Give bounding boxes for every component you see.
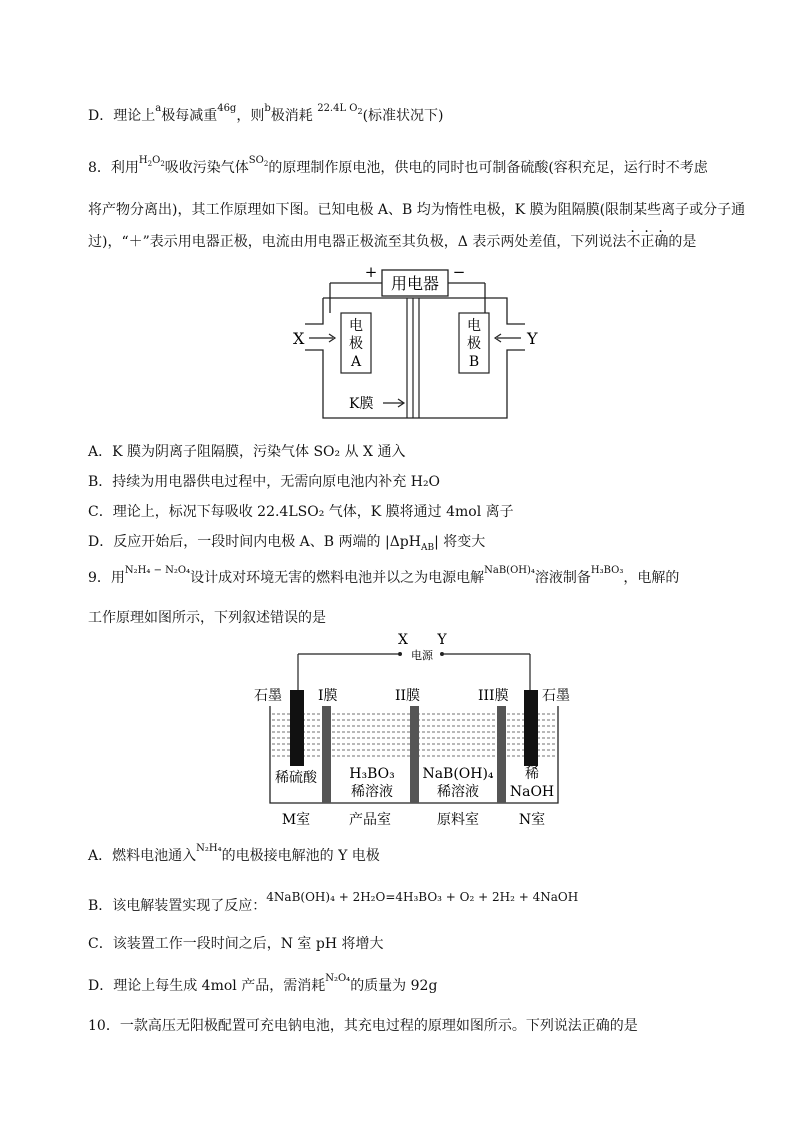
q9-option-c: C．该装置工作一段时间之后，N 室 pH 将增大 bbox=[88, 936, 384, 952]
svg-text:电: 电 bbox=[349, 318, 363, 334]
svg-text:N室: N室 bbox=[518, 812, 546, 828]
q8-option-a: A．K 膜为阴离子阻隔膜，污染气体 SO₂ 从 X 通入 bbox=[88, 444, 406, 460]
q7-electrode-a: a bbox=[155, 103, 162, 114]
q7-electrode-b: b bbox=[264, 103, 271, 114]
q8-stem-line2: 将产物分离出)，其工作原理如下图。已知电极 A、B 均为惰性电极，K 膜为阻隔膜(限制某些离子或分子通 bbox=[88, 202, 746, 218]
svg-text:石墨: 石墨 bbox=[254, 688, 282, 704]
q9-option-d: D．理论上每生成 4mol 产品，需消耗$^{N_2O_4}$的质量为 92g bbox=[88, 973, 438, 994]
svg-text:电: 电 bbox=[467, 318, 481, 334]
q8-option-d: D．反应开始后，一段时间内电极 A、B 两端的 |ΔpH$_{AB}$| 将变大 bbox=[88, 534, 486, 553]
q7-mass: 46g bbox=[217, 103, 237, 114]
graphite-right-electrode bbox=[524, 690, 538, 766]
svg-text:II膜: II膜 bbox=[395, 688, 421, 704]
svg-text:I膜: I膜 bbox=[318, 688, 338, 704]
q8-stem-line3: 过)，“＋”表示用电器正极，电流由用电器正极流至其负极，Δ 表示两处差值，下列说法不正确的是 bbox=[88, 234, 697, 250]
membrane-3 bbox=[497, 706, 506, 803]
svg-text:产品室: 产品室 bbox=[349, 812, 391, 828]
membrane-2 bbox=[410, 706, 419, 803]
svg-text:NaOH: NaOH bbox=[509, 784, 555, 800]
svg-text:原料室: 原料室 bbox=[437, 812, 479, 828]
plus-sign: + bbox=[364, 263, 378, 281]
svg-text:稀硫酸: 稀硫酸 bbox=[275, 770, 317, 786]
q7-option-d: D．理论上$^a$极每减重$^{46g}$，则$^b$极消耗 $^{22.4L O_2}$(标准状况下) bbox=[88, 103, 444, 124]
svg-text:稀溶液: 稀溶液 bbox=[351, 784, 393, 800]
q8-option-b: B．持续为用电器供电过程中，无需向原电池内补充 H₂O bbox=[88, 474, 441, 490]
q8-option-c: C．理论上，标况下每吸收 22.4LSO₂ 气体，K 膜将通过 4mol 离子 bbox=[88, 504, 514, 520]
q10-stem: 10．一款高压无阳极配置可充电钠电池，其充电过程的原理如图所示。下列说法正确的是 bbox=[88, 1018, 638, 1034]
terminal-x: X bbox=[398, 632, 408, 648]
q9-option-b: B．该电解装置实现了反应：4NaB(OH)₄ + 2H₂O=4H₃BO₃ + O₂ + 2H₂ + 4NaOH bbox=[88, 890, 579, 914]
svg-text:A: A bbox=[350, 354, 362, 370]
q9-electrolysis-diagram bbox=[250, 630, 580, 830]
svg-text:III膜: III膜 bbox=[478, 688, 509, 704]
terminal-y: Y bbox=[437, 632, 447, 648]
svg-text:极: 极 bbox=[467, 336, 481, 352]
q8-stem-line1: 8．利用$^{H_2O_2}$吸收污染气体$^{SO_2}$的原理制作原电池，供电的同时也可制备硫酸(容积充足，运行时不考虑 bbox=[88, 155, 708, 176]
q9-option-a: A．燃料电池通入$^{N_2H_4}$的电极接电解池的 Y 电极 bbox=[88, 843, 380, 864]
membrane-1 bbox=[322, 706, 331, 803]
q9-stem-line2: 工作原理如图所示，下列叙述错误的是 bbox=[88, 610, 326, 626]
minus-sign: − bbox=[452, 263, 466, 281]
inlet-y: Y bbox=[527, 329, 538, 348]
svg-text:NaB(OH)₄: NaB(OH)₄ bbox=[422, 766, 494, 782]
svg-text:H₃BO₃: H₃BO₃ bbox=[349, 766, 395, 782]
svg-text:B: B bbox=[468, 354, 480, 370]
svg-text:极: 极 bbox=[349, 336, 363, 352]
svg-text:稀: 稀 bbox=[525, 766, 539, 782]
k-membrane-label: K膜 bbox=[349, 396, 374, 412]
q9-stem-line1: 9．用$^{N_2H_4 - N_2O_4}$设计成对环境无害的燃料电池并以之为电源电解$^{NaB(OH)_4}$溶液制备$^{H_3BO_3}$，电解的 bbox=[88, 565, 680, 586]
svg-text:稀溶液: 稀溶液 bbox=[437, 784, 479, 800]
q8-cell-diagram bbox=[285, 258, 545, 428]
power-source: 电源 bbox=[411, 649, 433, 662]
graphite-left-electrode bbox=[290, 690, 304, 766]
svg-text:M室: M室 bbox=[281, 812, 311, 828]
q7-gas: 22.4L O2 bbox=[317, 103, 363, 116]
inlet-x: X bbox=[293, 329, 305, 348]
device-label: 用电器 bbox=[390, 274, 440, 293]
svg-text:石墨: 石墨 bbox=[542, 688, 570, 704]
